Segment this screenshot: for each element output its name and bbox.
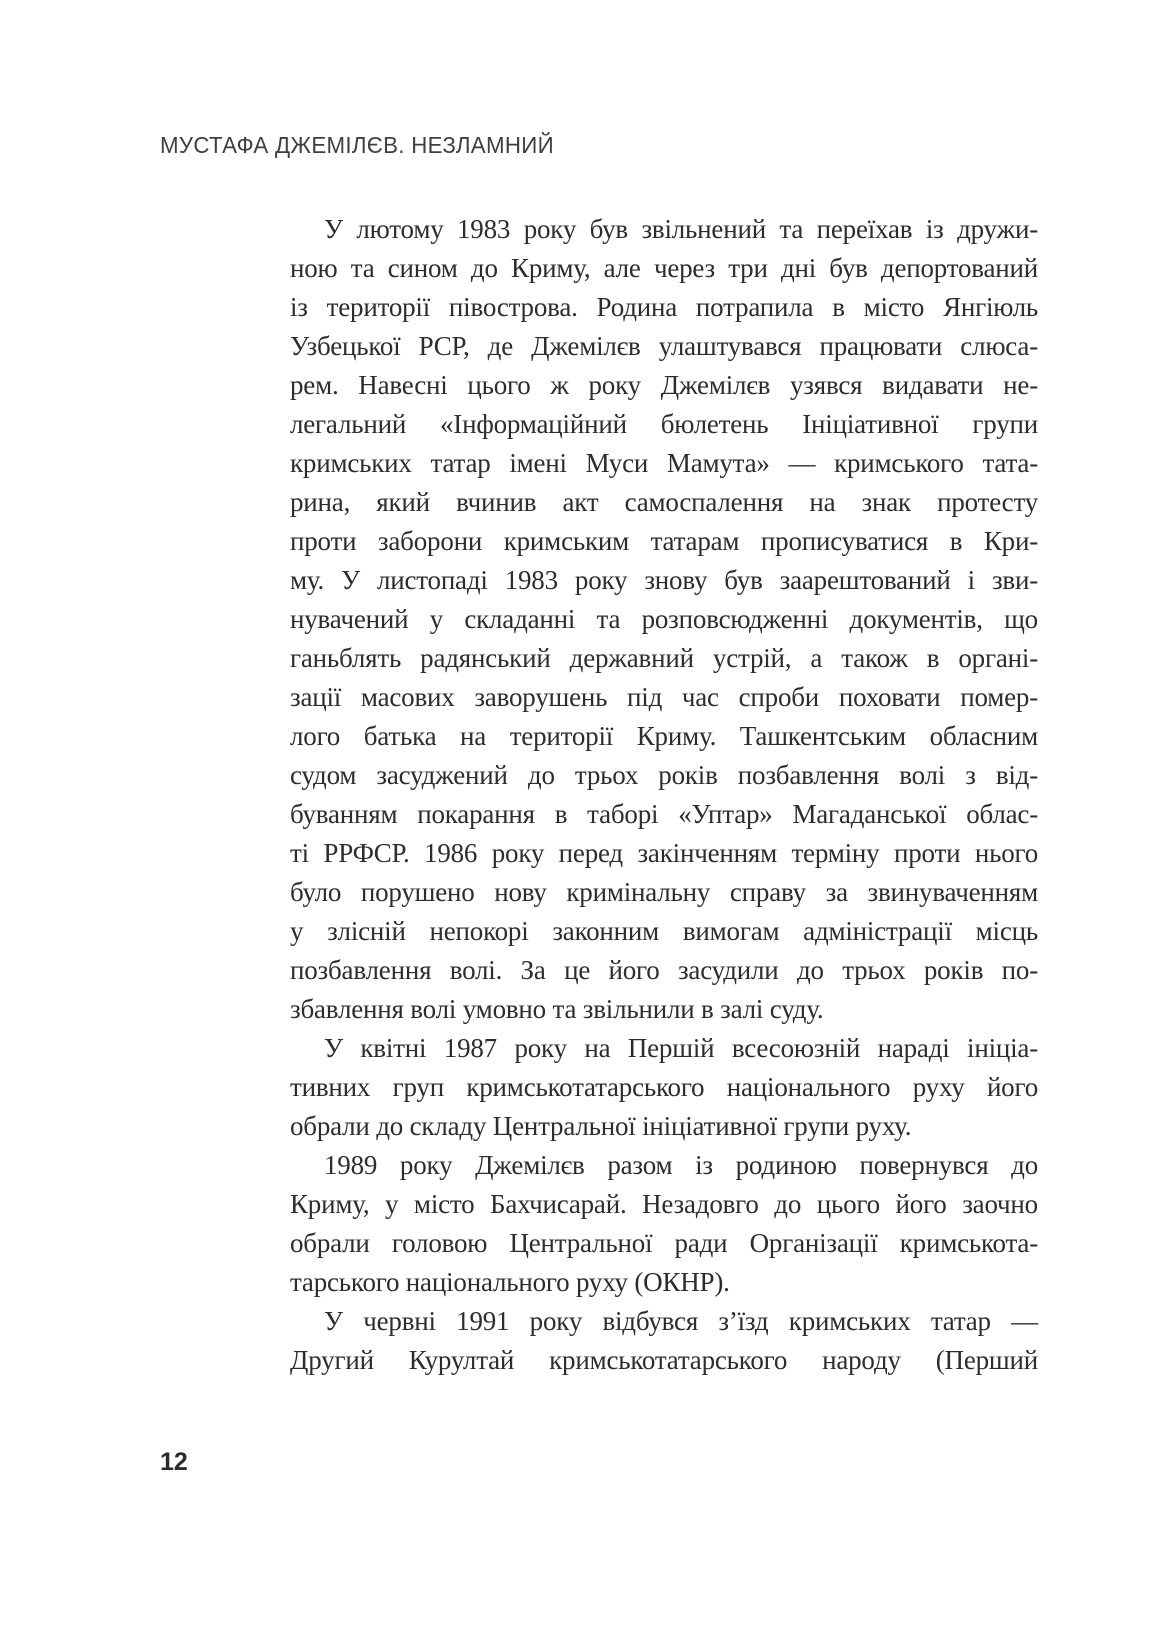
text-line: нувачений у складанні та розповсюдженні документів, що bbox=[290, 604, 1038, 634]
text-line: У червні 1991 року відбувся з’їзд кримських татар — bbox=[324, 1306, 1038, 1336]
text-line: У лютому 1983 року був звільнений та переїхав із дружи- bbox=[324, 214, 1038, 244]
text-line: Другий Курултай кримськотатарського народу (Перший bbox=[290, 1345, 1038, 1375]
text-line: обрали головою Центральної ради Організації кримськота- bbox=[290, 1228, 1038, 1258]
text-line: позбавлення волі. За це його засудили до трьох років по- bbox=[290, 955, 1038, 985]
text-line: із території півострова. Родина потрапила в місто Янгіюль bbox=[290, 292, 1038, 322]
text-line: му. У листопаді 1983 року знову був заарештований і зви- bbox=[290, 565, 1038, 595]
text-line: збавлення волі умовно та звільнили в залі суду. bbox=[290, 994, 824, 1024]
text-line: Узбецької РСР, де Джемілєв улаштувався працювати слюса- bbox=[290, 331, 1038, 361]
body-text bbox=[290, 210, 1038, 1380]
text-line: ганьблять радянський державний устрій, а також в органі- bbox=[290, 643, 1038, 673]
text-line: обрали до складу Центральної ініціативної групи руху. bbox=[290, 1111, 912, 1141]
text-line: було порушено нову кримінальну справу за звинуваченням bbox=[290, 877, 1038, 907]
text-line: 1989 року Джемілєв разом із родиною повернувся до bbox=[324, 1150, 1038, 1180]
text-line: у злісній непокорі законним вимогам адміністрації місць bbox=[290, 916, 1038, 946]
text-line: Криму, у місто Бахчисарай. Незадовго до цього його заочно bbox=[290, 1189, 1038, 1219]
text-line: буванням покарання в таборі «Уптар» Магаданської облас- bbox=[290, 799, 1038, 829]
text-line: лого батька на території Криму. Ташкентським обласним bbox=[290, 721, 1038, 751]
text-line: рем. Навесні цього ж року Джемілєв узявся видавати не- bbox=[290, 370, 1038, 400]
text-line: ті РРФСР. 1986 року перед закінченням терміну проти нього bbox=[290, 838, 1038, 868]
text-line: зації масових заворушень під час спроби поховати помер- bbox=[290, 682, 1038, 712]
page-number: 12 bbox=[160, 1448, 188, 1476]
text-line: легальний «Інформаційний бюлетень Ініціативної групи bbox=[290, 409, 1038, 439]
running-header: МУСТАФА ДЖЕМІЛЄВ. НЕЗЛАМНИЙ bbox=[160, 132, 554, 158]
text-line: ною та сином до Криму, але через три дні був депортований bbox=[290, 253, 1038, 283]
text-line: тивних груп кримськотатарського національного руху його bbox=[290, 1072, 1038, 1102]
text-line: проти заборони кримським татарам прописуватися в Кри- bbox=[290, 526, 1038, 556]
text-line: тарського національного руху (ОКНР). bbox=[290, 1267, 730, 1297]
text-line: кримських татар імені Муси Мамута» — кримського тата- bbox=[290, 448, 1038, 478]
text-line: У квітні 1987 року на Першій всесоюзній нараді ініціа- bbox=[324, 1033, 1038, 1063]
text-line: рина, який вчинив акт самоспалення на знак протесту bbox=[290, 487, 1038, 517]
text-line: судом засуджений до трьох років позбавлення волі з від- bbox=[290, 760, 1038, 790]
